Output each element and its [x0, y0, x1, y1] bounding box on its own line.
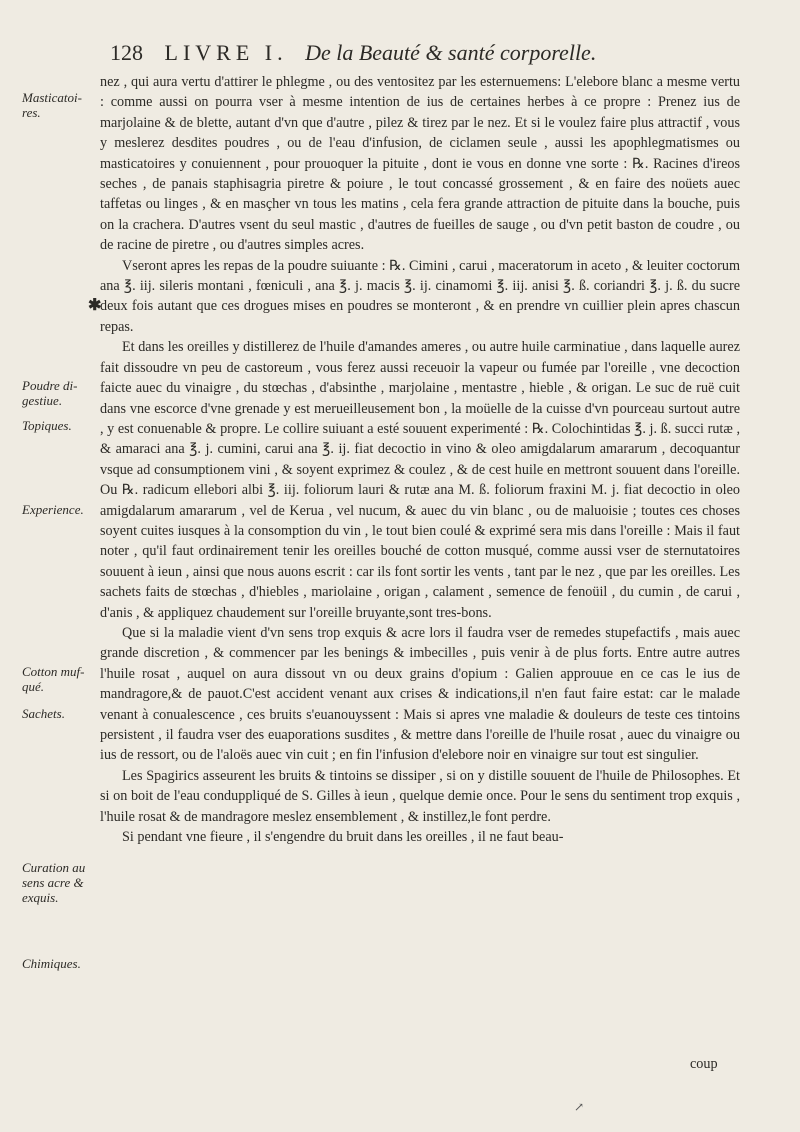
margin-note-chimiques: Chimiques. — [22, 956, 81, 971]
book-label: LIVRE I. — [164, 40, 288, 65]
margin-note-masticatoires: Masticatoi-res. — [22, 90, 82, 120]
paragraph: Vseront apres les repas de la poudre suiuante : ℞. Cimini , carui , maceratorum in aceto , & leuiter coctorum ana ℥. iij. sileris montani , fœniculi , ana ℥. j. macis ℥. ij. cinamomi ℥. iij. anisi ℥. ß. coriandri ℥. j. ß. du sucre deux fois autant que ces drogues mises en poudres se monteront , & en prendre vn cuillier plein apres chascun repas. — [100, 257, 740, 335]
paragraph: Que si la maladie vient d'vn sens trop exquis & acre lors il faudra vser de remedes stupefactifs , mais auec grande discretion , & commencer par les benings & imbecilles , puis venir à de plus forts. Entre autre autres l'huile rosat , auquel on aura dissout vn ou deux grains d'opium : Galien approuue en ce cas le ius de mandragore,& de pauot.C'est accident venant aux crises & indications,il n'en faut faire estat: car le malade venant à conualescence , ces bruits s'euanouyssent : Mais si apres vne maladie & douleurs de teste ces tintoins persistent , il faudra vser des euaporations susdites , & mettre dans l'oreille de l'huile rosat , auec du vinaigre ou ius de ressort, ou de l'aloës auec vin cuit ; en fin l'infusion d'elebore noir en vinaigre sur tout est singulier. — [100, 624, 740, 764]
margin-note-sachets: Sachets. — [22, 706, 65, 721]
paragraph: Les Spagirics asseurent les bruits & tintoins se dissiper , si on y distille souuent de l'huile de Philosophes. Et si on boit de l'eau conduppliqué de S. Gilles à ieun , quelque demie once. Pour le sens du sentiment trop exquis , l'huile rosat & de mandragore meslez ensemblement , & instillez,le font perdre. — [100, 767, 740, 825]
catchword: coup — [690, 1056, 718, 1072]
margin-note-topiques: Topiques. — [22, 418, 72, 433]
margin-note-curation: Curation au sens acre & exquis. — [22, 860, 86, 905]
running-header — [110, 40, 730, 66]
margin-note-experience: Experience. — [22, 502, 84, 517]
margin-note-cotton: Cotton muf-qué. — [22, 664, 85, 694]
ink-mark-icon: ↗ — [574, 1100, 585, 1114]
paragraph: nez , qui aura vertu d'attirer le phlegme , ou des ventositez par les esternuemens: L'elebore blanc a mesme vertu : comme aussi on pourra vser à mesme intention de ius de certaines herbes à ce propre : Prenez ius de marjolaine & de blette, autant d'vn que d'autre , pilez & tirez par le nez. Et si le voulez faire plus attractif , vous y meslerez desdites poudres , ou de l'eau d'infusion, de ciclamen seule , aussi les apophlegmatismes ou masticatoires y conuiennent , pour prouoquer la pituite , dont ie vous en donne vne sorte : ℞. Racines d'ireos seches , de panais staphisagria piretre & poiure , le tout concassé grossement , & en faire des noüets auec taffetas ou linges , & en masçher vn tous les matins , cela fera grande attraction de pituite dans la bouche, puis on la crachera. D'autres vsent du seul mastic , d'autres de fueilles de sauge , ou d'vn petit baston de coudre , ou de racine de piretre , ou d'autres simples acres. — [100, 74, 740, 254]
margin-note-poudre: Poudre di-gestiue. — [22, 378, 78, 408]
page-number: 128 — [110, 40, 143, 65]
paragraph: Et dans les oreilles y distillerez de l'huile d'amandes ameres , ou autre huile carminatiue , dans laquelle aurez fait dissoudre vn peu de castoreum , vous ferez aussi receuoir la vapeur ou fumée par l'oreille , vne decoction faicte auec du vinaigre , du stœchas , d'absinthe , marjolaine , mentastre , hieble , & origan. Le suc de ruë cuit dans vne escorce d'vne grenade y est merueilleusement bon , la moüelle de la cuisse d'vn pourceau surtout autre , y est conuenable & propre. Le collire suiuant a esté souuent experimenté : ℞. Colochintidas ℥. j. ß. succi rutæ , & amaraci ana ℥. j. cumini, carui ana ℥. ij. fiat decoctio in vino & oleo amigdalarum amararum , decoquantur vsque ad consumptionem vini , & soyent exprimez & coulez , & de cest huile en mettront souuent dans l'oreille. Ou ℞. radicum ellebori albi ℥. iij. foliorum lauri & rutæ ana M. ß. foliorum fraxini M. j. fiat decoctio in oleo amigdalarum amararum , vel de Kerua , vel nucum, & auec du vin blanc , ou de maluoisie ; toutes ces choses soyent cuites iusques à la consomption du vin , le tout bien coulé & exprimé sera mis dans l'oreille : Mais il faut noter , qu'il faut ordinairement tenir les oreilles bouché de cotton musqué, comme aussi vser de sternutatoires souuent à ieun , ainsi que nous auons escrit : car ils font sortir les vents , tant par le nez , que par les oreilles. Les sachets faits de stœchas , d'hiebles , mariolaine , origan , calament , semence de fenoüil , du cumin , de carui , d'anis , & appliquez chaudement sur l'oreille bruyante,sont tres-bons. — [100, 339, 740, 621]
star-mark-icon: ✱ — [88, 295, 102, 314]
paragraph: Si pendant vne fieure , il s'engendre du bruit dans les oreilles , il ne faut beau- — [122, 829, 564, 846]
page-title: De la Beauté & santé corporelle. — [305, 40, 597, 65]
body-text — [100, 72, 740, 847]
